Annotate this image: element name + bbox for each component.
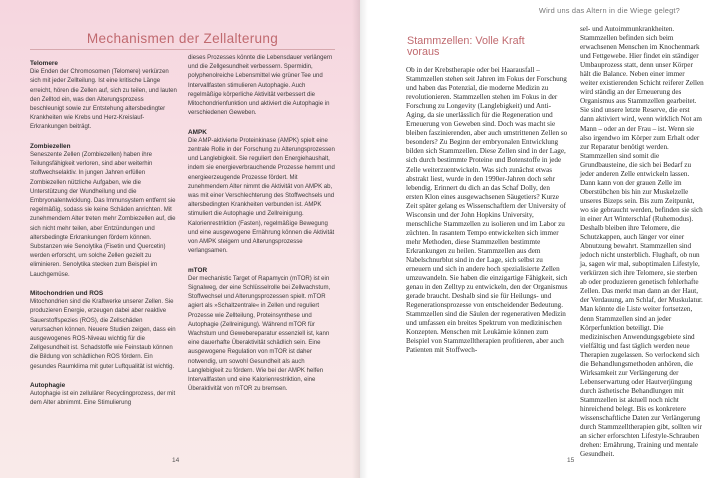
section-heading: AMPK <box>188 128 207 136</box>
book-gutter <box>352 0 368 478</box>
section-text: Seneszente Zellen (Zombiezellen) haben ihre Teilungsfähigkeit verloren, sind aber weiterhin stoffwechselaktiv. In jungen Jahren erfüllen Zombiezellen nützliche Aufgaben, wie die Unterstützung der Wundheilung und die Embryonalentwicklung. Das Immunsystem entfernt sie regelmäßig, sodass sie keine Schäden anrichten. Mit zunehmendem Alter treten mehr Zombiezellen auf, die sich nicht mehr teilen, aber Entzündungen und altersbedingte Erkrankungen fördern können. Substanzen wie Senolytika (Fisetin und Quercetin) werden erforscht, um solche Zellen gezielt zu eliminieren. Senolytika stecken zum Beispiel im Lauchgemüse. <box>30 152 176 278</box>
left-page-title: Mechanismen der Zellalterung <box>86 31 279 46</box>
section-heading: Mitochondrien und ROS <box>30 290 104 298</box>
section-text: Der mechanistic Target of Rapamycin (mTOR) ist ein Signalweg, der eine Schlüsselrolle bei Zellwachstum, Stoffwechsel und Alterungsprozessen spielt. mTOR agiert als »Schaltzentrale« in Zellen und reguliert Prozesse wie Zellteilung, Proteinsynthese und Autophagie (Zellreinigung). Während mTOR für Wachstum und Gewebereparatur essenziell ist, kann eine dauerhafte Überaktivität schädlich sein. Eine ausgewogene Regulation von mTOR ist daher notwendig, um sowohl Gesundheit als auch Langlebigkeit zu fördern. Wie bei der AMPK helfen Intervallfasten und eine Kalorienrestriktion, eine Überaktivität von mTOR zu bremsen. <box>188 275 331 393</box>
section-heading: mTOR <box>188 266 208 274</box>
right-page-number: 15 <box>567 457 575 464</box>
section-text: Autophagie ist ein zellulärer Recyclingprozess, der mit dem Alter abnimmt. Eine Stimulierung <box>30 391 176 407</box>
section-heading: Telomere <box>30 60 58 67</box>
right-column-1 <box>406 66 568 356</box>
title-rule <box>30 49 335 50</box>
section-text: Die Enden der Chromosomen (Telomere) verkürzen sich mit jeder Zellteilung. Ist eine kritische Länge erreicht, hören die Zellen auf, sich zu teilen, und lauten den Zelltod ein, was den Alterungsprozess beschleunigt sowie zur Entstehung altersbedingter Krankheiten wie Krebs und Herz-Kreislauf-Erkrankungen beiträgt. <box>30 69 177 131</box>
section-text: Mitochondrien sind die Kraftwerke unserer Zellen. Sie produzieren Energie, erzeugen dabei aber reaktive Sauerstoffspezies (ROS), die Zellschäden verursachen können. Neuere Studien zeigen, dass ein ausgewogenes ROS-Niveau wichtig für die Zellgesundheit ist. Schadstoffe wie Feinstaub können die Bildung von schädlichen ROS fördern. Ein gesundes Raumklima mit guter Luftqualität ist wichtig. <box>30 299 176 370</box>
section-heading: Zombiezellen <box>30 142 71 150</box>
section-text: dieses Prozesses könnte die Lebensdauer verlängern und die Zellgesundheit verbessern. Spermidin, polyphenolreiche Lebensmittel wie grüner Tee und Intervallfasten stimulieren Autophagie. Auch regelmäßige körperliche Aktivität verbessert die Mitochondrienfunktion und aktiviert die Autophagie in verschiedenen Geweben. <box>188 55 333 117</box>
left-column-1 <box>30 59 177 418</box>
running-header: Wird uns das Altern in die Wiege gelegt? <box>538 6 680 15</box>
right-page-title: Stammzellen: Volle Kraft voraus <box>407 35 525 59</box>
body-text: sel- und Autoimmunkrankheiten. Stammzellen befinden sich beim erwachsenen Menschen im Knochenmark und Fettgewebe. Hier findet ein ständiger Umbauprozess statt, denn unser Körper hält die Balance. Neben einer immer weiter existierenden Schicht reiferer Zellen wird ständig an der Erneuerung des Organismus aus Stammzellen gearbeitet. Sie sind unsere letzte Reserve, die erst dann aktiviert wird, wenn wirklich Not am Mann – oder an der Frau – ist. Wenn sie also irgendwo im Körper zum Erhalt oder zur Reparatur benötigt werden. Stammzellen sind somit die Grundbausteine, die sich bei Bedarf zu jeder anderen Zelle entwickeln lassen. Dann kann von der grauen Zelle im Oberstübchen bis hin zur Muskelzelle unseres Bizeps sein. Bis zum Zeitpunkt, wo sie gebraucht werden, befinden sie sich in einer Art Winterschlaf (Ruhemodus). Deshalb bleiben ihre Telomere, die Schutzkappen, auch länger vor einer Abnutzung bewahrt. Stammzellen sind jedoch nicht unsterblich. Flughaft, ob nun ja, sagen wir mal, suboptimalen Lifestyle, verkürzen sich ihre Telomere, sie sterben ab oder produzieren genetisch fehlerhafte Zellen. Das merkt man dann an der Haut, der Verdauung, am Schlaf, der Muskulatur. Man könnte die Liste weiter fortsetzen, denn Stammzellen sind an jeder Körperfunktion beteiligt. Die medizinischen Anwendungsgebiete sind vielfältig und fast täglich werden neue Therapien zugelassen. So verlockend sich die Behandlungsmethoden anhören, die Wirksamkeit zur Verlängerung der Lebenserwartung oder Hautverjüngung durch ästhetische Behandlungen mit Stammzellen ist aktuell noch nicht hinreichend belegt. Bis es konkretere wissenschaftliche Daten zur Verlängerung durch Stammzelltherapien gibt, sollten wir an sicher erforschten Lifestyle-Schrauben drehen: Ernährung, Training und mentale Gesundheit. <box>580 25 704 459</box>
left-page-number: 14 <box>172 457 180 464</box>
section-heading: Autophagie <box>30 382 66 390</box>
left-column-2 <box>188 54 335 404</box>
section-text: Die AMP-aktivierte Proteinkinase (AMPK) spielt eine zentrale Rolle in der Forschung zu Alterungsprozessen und Langlebigkeit. Sie reguliert den Energiehaushalt, indem sie energieverbrauchende Prozesse hemmt und energieerzeugende Prozesse fördert. Mit zunehmendem Alter nimmt die Aktivität von AMPK ab, was mit einer Verschlechterung des Stoffwechsels und altersbedingten Krankheiten verbunden ist. AMPK stimuliert die Autophagie und Zellreinigung. Kalorienrestriktion (Fasten), regelmäßige Bewegung und eine ausgewogene Ernährung können die Aktivität von AMPK steigern und Alterungsprozesse verlangsamen. <box>188 137 335 255</box>
right-column-2 <box>580 25 704 459</box>
body-text: Ob in der Krebstherapie oder bei Haarausfall – Stammzellen stehen seit Jahren im Fokus der Forschung und haben das Potenzial, die moderne Medizin zu revolutionieren. Stammzellen stehen im Fokus in der Forschung zu Longevity (Langlebigkeit) und Anti-Aging, da sie unerlässlich für die Regeneration und Erneuerung von Geweben sind. Doch was macht sie bleiben faszinierenden, aber auch umstrittenen Zellen so besonders? Zu Beginn der embryonalen Entwicklung bilden sich Stammzellen. Diese Zellen sind in der Lage, sich durch bestimmte Proteine und Botenstoffe in jede Zelle weiterzuentwickeln. Was sich zunächst etwas abstrakt liest, wurde in den 1990er-Jahren doch sehr lebendig. Erinnert du dich an das Schaf Dolly, den ersten Klon eines ausgewachsenen Säugetiers? Kurze Zeit später gelang es Wissenschaftlern der University of Wisconsin und der John Hopkins University, menschliche Stammzellen zu isolieren und im Labor zu züchten. In rasantem Tempo entwickelten sich immer mehr Methoden, diese Stammzellen bestimmte Erkrankungen zu heilen. Stammzellen aus dem Nabelschnurblut sind in der Lage, sich selbst zu erneuern und sich in andere hoch spezialisierte Zellen umzuwandeln. Sie haben die einzigartige Fähigkeit, sich genau in den Zelltyp zu entwickeln, den der Organismus gerade braucht. Deshalb sind sie für Heilungs- und Regenerationsprozesse von entscheidender Bedeutung. Stammzellen sind die Säulen der regenerativen Medizin und umfassen ein breites Spektrum von medizinischen Konzepten. Menschen mit Leukämie können zum Beispiel von Stammzelltherapien profitieren, aber auch Patienten mit Stoffwech- <box>406 66 568 355</box>
